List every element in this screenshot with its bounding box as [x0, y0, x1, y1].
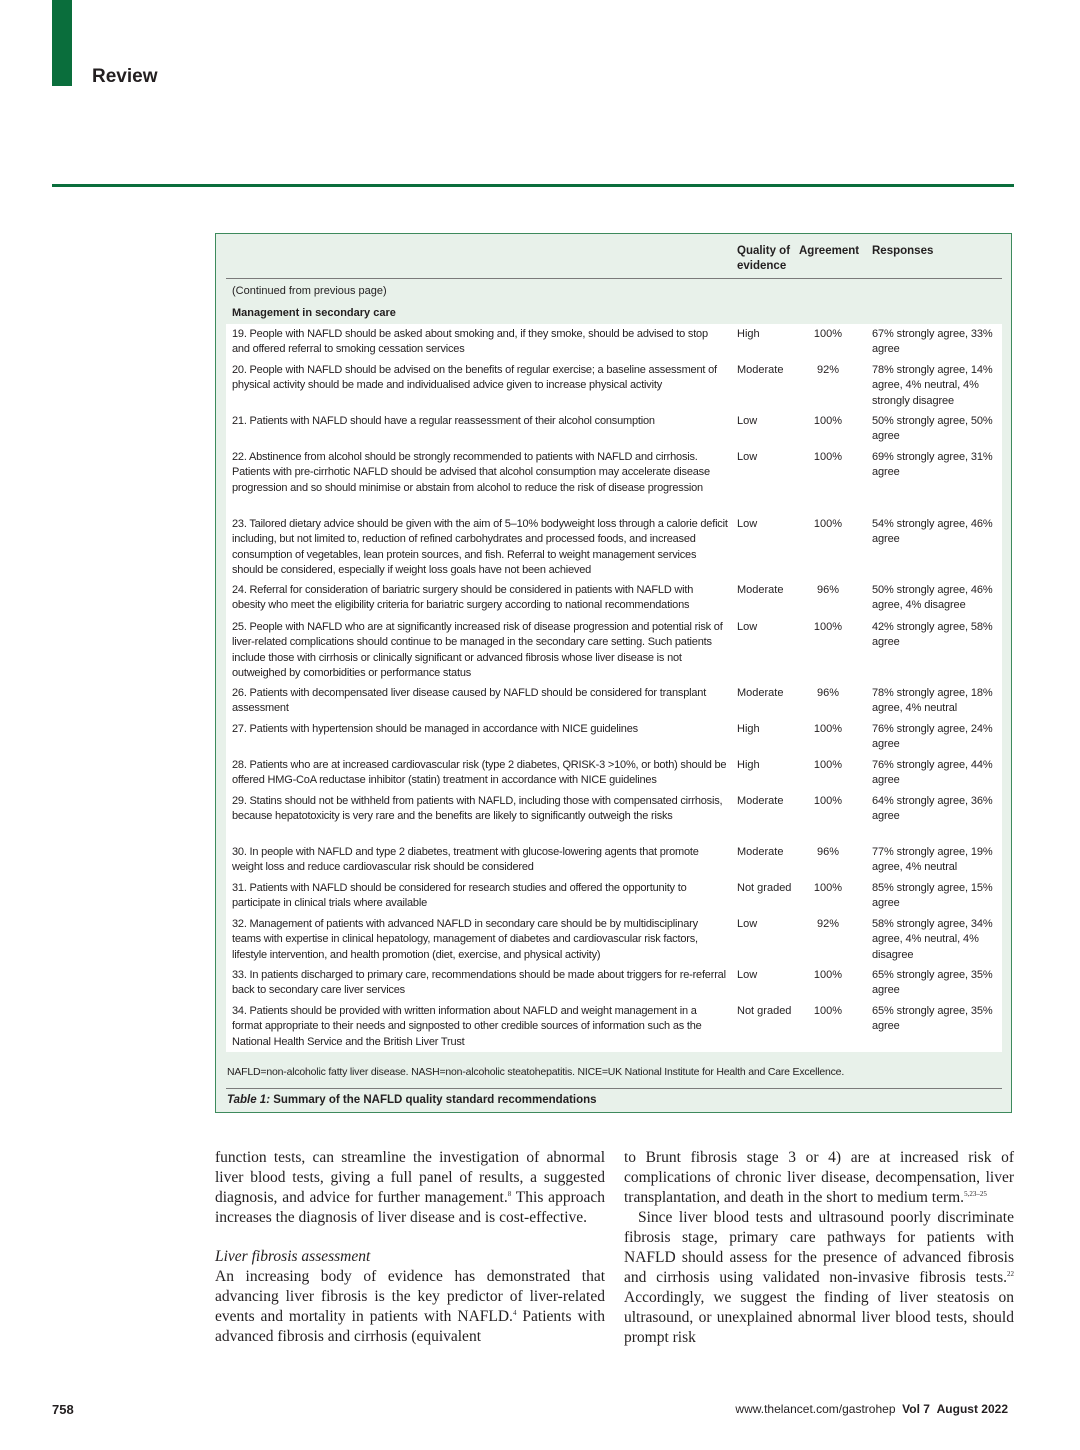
recommendation-text: 23. Tailored dietary advice should be given with the aim of 5–10% bodyweight loss through a calorie deficit including, but not limited to, reduction of refined carbohydrates and processed foods, and increased consumption of vegetables, lean protein sources, and fish. Referral to weight management services should be considered, especially if weight loss goals have not been achieved [232, 518, 728, 576]
recommendation-text: 24. Referral for consideration of bariatric surgery should be considered in patients with NAFLD with obesity who meet the eligibility criteria for bariatric surgery according to national recommendations [232, 584, 694, 612]
quality-of-evidence: Low [737, 451, 758, 463]
responses-text: 50% strongly agree, 50% agree [872, 415, 993, 443]
responses-text: 65% strongly agree, 35% agree [872, 969, 993, 997]
responses-text: 78% strongly agree, 14% agree, 4% neutral, 4% strongly disagree [872, 364, 993, 407]
responses-text: 54% strongly agree, 46% agree [872, 518, 993, 546]
agreement-value: 100% [813, 415, 843, 427]
recommendation-text: 21. Patients with NAFLD should have a regular reassessment of their alcohol consumption [232, 415, 655, 427]
quality-of-evidence: Moderate [737, 846, 784, 858]
recommendation-text: 34. Patients should be provided with written information about NAFLD and weight management in a format appropriate to their needs and signposted to other credible sources of information such as the National Health Service and the British Liver Trust [232, 1005, 702, 1048]
recommendation-text: 25. People with NAFLD who are at significantly increased risk of disease progression and potential risk of liver-related complications should continue to be managed in the secondary care setting. Such patients include those with cirrhosis or clinically significant or advanced fibrosis whose liver disease is not outweighed by comorbidities or performance status [232, 621, 723, 679]
agreement-value: 100% [813, 621, 843, 633]
section-color-bar [52, 0, 72, 86]
paragraph: An increasing body of evidence has demonstrated that advancing liver fibrosis is the key predictor of liver-related events and mortality in patients with NAFLD.$^4$ Patients with advanced fibrosis and cirrhosis (equivalent [215, 1268, 606, 1345]
agreement-value: 96% [816, 846, 840, 858]
journal-url[interactable]: www.thelancet.com/gastrohep [735, 1402, 896, 1416]
agreement-value: 100% [813, 969, 843, 981]
agreement-value: 96% [816, 687, 840, 699]
responses-text: 42% strongly agree, 58% agree [872, 621, 993, 649]
recommendation-text: 28. Patients who are at increased cardiovascular risk (type 2 diabetes, QRISK-3 >10%, or both) should be offered HMG-CoA reductase inhibitor (statin) treatment in accordance with NICE guidelines [232, 759, 727, 787]
agreement-value: 92% [816, 364, 840, 376]
responses-text: 76% strongly agree, 24% agree [872, 723, 993, 751]
column-header-responses: Responses [872, 245, 934, 257]
quality-of-evidence: High [737, 328, 760, 340]
recommendation-text: 26. Patients with decompensated liver disease caused by NAFLD should be considered for transplant assessment [232, 687, 707, 715]
recommendation-text: 19. People with NAFLD should be asked about smoking and, if they smoke, should be advised to stop and offered referral to smoking cessation services [232, 328, 708, 356]
citation: 4 [512, 1308, 517, 1317]
section-label: Review [92, 66, 158, 87]
responses-text: 78% strongly agree, 18% agree, 4% neutral [872, 687, 993, 715]
quality-of-evidence: Moderate [737, 364, 784, 376]
column-header-agreement: Agreement [799, 245, 860, 257]
agreement-value: 100% [813, 518, 843, 530]
citation: 22 [1007, 1269, 1014, 1278]
body-column-right [624, 1148, 1014, 1348]
header-rule [52, 184, 1014, 187]
citation: 8 [507, 1189, 512, 1198]
quality-of-evidence: High [737, 723, 760, 735]
quality-of-evidence: Low [737, 518, 758, 530]
paragraph: function tests, can streamline the investigation of abnormal liver blood tests, giving a full panel of results, a suggested diagnosis, and advice for further management.$^8$ This approach increases the diagnosis of liver disease and is cost-effective. [215, 1149, 605, 1226]
responses-text: 58% strongly agree, 34% agree, 4% neutral, 4% disagree [872, 918, 993, 961]
quality-of-evidence: Low [737, 969, 758, 981]
quality-of-evidence: Moderate [737, 584, 784, 596]
responses-text: 77% strongly agree, 19% agree, 4% neutral [872, 846, 993, 874]
table-header [216, 244, 1011, 278]
responses-text: 67% strongly agree, 33% agree [872, 328, 993, 356]
journal-date: August 2022 [936, 1402, 1008, 1416]
agreement-value: 100% [813, 882, 843, 894]
continued-note: (Continued from previous page) [232, 285, 387, 297]
quality-of-evidence: Low [737, 621, 758, 633]
agreement-value: 100% [813, 1005, 843, 1017]
agreement-value: 100% [813, 328, 843, 340]
responses-text: 69% strongly agree, 31% agree [872, 451, 993, 479]
journal-footer [735, 1402, 1008, 1416]
quality-of-evidence: High [737, 759, 760, 771]
agreement-value: 92% [816, 918, 840, 930]
quality-of-evidence: Moderate [737, 795, 784, 807]
header-divider [226, 278, 1002, 279]
citation: 5,23–25 [964, 1189, 987, 1198]
page-number: 758 [52, 1402, 74, 1417]
recommendation-text: 20. People with NAFLD should be advised on the benefits of regular exercise; a baseline assessment of physical activity should be made and individualised advice given to increase physical activity [232, 364, 717, 392]
responses-text: 65% strongly agree, 35% agree [872, 1005, 993, 1033]
recommendation-text: 22. Abstinence from alcohol should be strongly recommended to patients with NAFLD and cirrhosis. Patients with pre-cirrhotic NAFLD should be advised that alcohol consumption may accelerate disease progression and so should minimise or abstain from alcohol to reduce the risk of disease progression [232, 451, 710, 494]
agreement-value: 96% [816, 584, 840, 596]
caption-label: Table 1: [227, 1094, 271, 1106]
column-header-quality: Quality of evidence [737, 245, 791, 272]
responses-text: 50% strongly agree, 46% agree, 4% disagree [872, 584, 993, 612]
recommendation-text: 27. Patients with hypertension should be managed in accordance with NICE guidelines [232, 723, 638, 735]
recommendation-text: 33. In patients discharged to primary care, recommendations should be made about triggers for re-referral back to secondary care liver services [232, 969, 726, 997]
quality-of-evidence: Not graded [737, 882, 792, 894]
agreement-value: 100% [813, 451, 843, 463]
recommendation-text: 30. In people with NAFLD and type 2 diabetes, treatment with glucose-lowering agents that promote weight loss and reduce cardiovascular risk should be considered [232, 846, 699, 874]
responses-text: 76% strongly agree, 44% agree [872, 759, 993, 787]
responses-text: 64% strongly agree, 36% agree [872, 795, 993, 823]
recommendation-text: 31. Patients with NAFLD should be considered for research studies and offered the opportunity to participate in clinical trials where available [232, 882, 687, 910]
recommendation-text: 29. Statins should not be withheld from patients with NAFLD, including those with compensated cirrhosis, because hepatotoxicity is very rare and the benefits are likely to significantly outweigh the risks [232, 795, 723, 823]
quality-of-evidence: Low [737, 415, 758, 427]
agreement-value: 100% [813, 795, 843, 807]
responses-text: 85% strongly agree, 15% agree [872, 882, 993, 910]
quality-of-evidence: Not graded [737, 1005, 792, 1017]
recommendations-table [215, 233, 1012, 1113]
agreement-value: 100% [813, 759, 843, 771]
table-caption [227, 1094, 597, 1106]
body-column-left [215, 1148, 605, 1347]
agreement-value: 100% [813, 723, 843, 735]
quality-of-evidence: Moderate [737, 687, 784, 699]
caption-text: Summary of the NAFLD quality standard recommendations [273, 1094, 597, 1106]
paragraph: to Brunt fibrosis stage 3 or 4) are at increased risk of complications of chronic liver disease, decompensation, liver transplantation, and death in the short to medium term.$^{5,23-25}$ [624, 1149, 1014, 1206]
footnote-divider [226, 1088, 1002, 1089]
paragraph: Since liver blood tests and ultrasound poorly discriminate fibrosis stage, primary care pathways for patients with NAFLD should assess for the presence of advanced fibrosis and cirrhosis using validated non-invasive fibrosis tests.$^{22}$ Accordingly, we suggest the finding of liver steatosis on ultrasound, or unexplained abnormal liver blood tests, should prompt risk [624, 1209, 1014, 1346]
section-title: Management in secondary care [232, 307, 396, 319]
subheading: Liver fibrosis assessment [215, 1248, 371, 1265]
recommendation-text: 32. Management of patients with advanced NAFLD in secondary care should be by multidisciplinary teams with expertise in clinical hepatology, management of diabetes and cardiovascular risk factors, lifestyle intervention, and health promotion (diet, exercise, and physical activity) [232, 918, 698, 961]
quality-of-evidence: Low [737, 918, 758, 930]
journal-volume: Vol 7 [902, 1402, 930, 1416]
table-footnote: NAFLD=non-alcoholic fatty liver disease. NASH=non-alcoholic steatohepatitis. NICE=UK National Institute for Health and Care Excellence. [227, 1066, 845, 1078]
